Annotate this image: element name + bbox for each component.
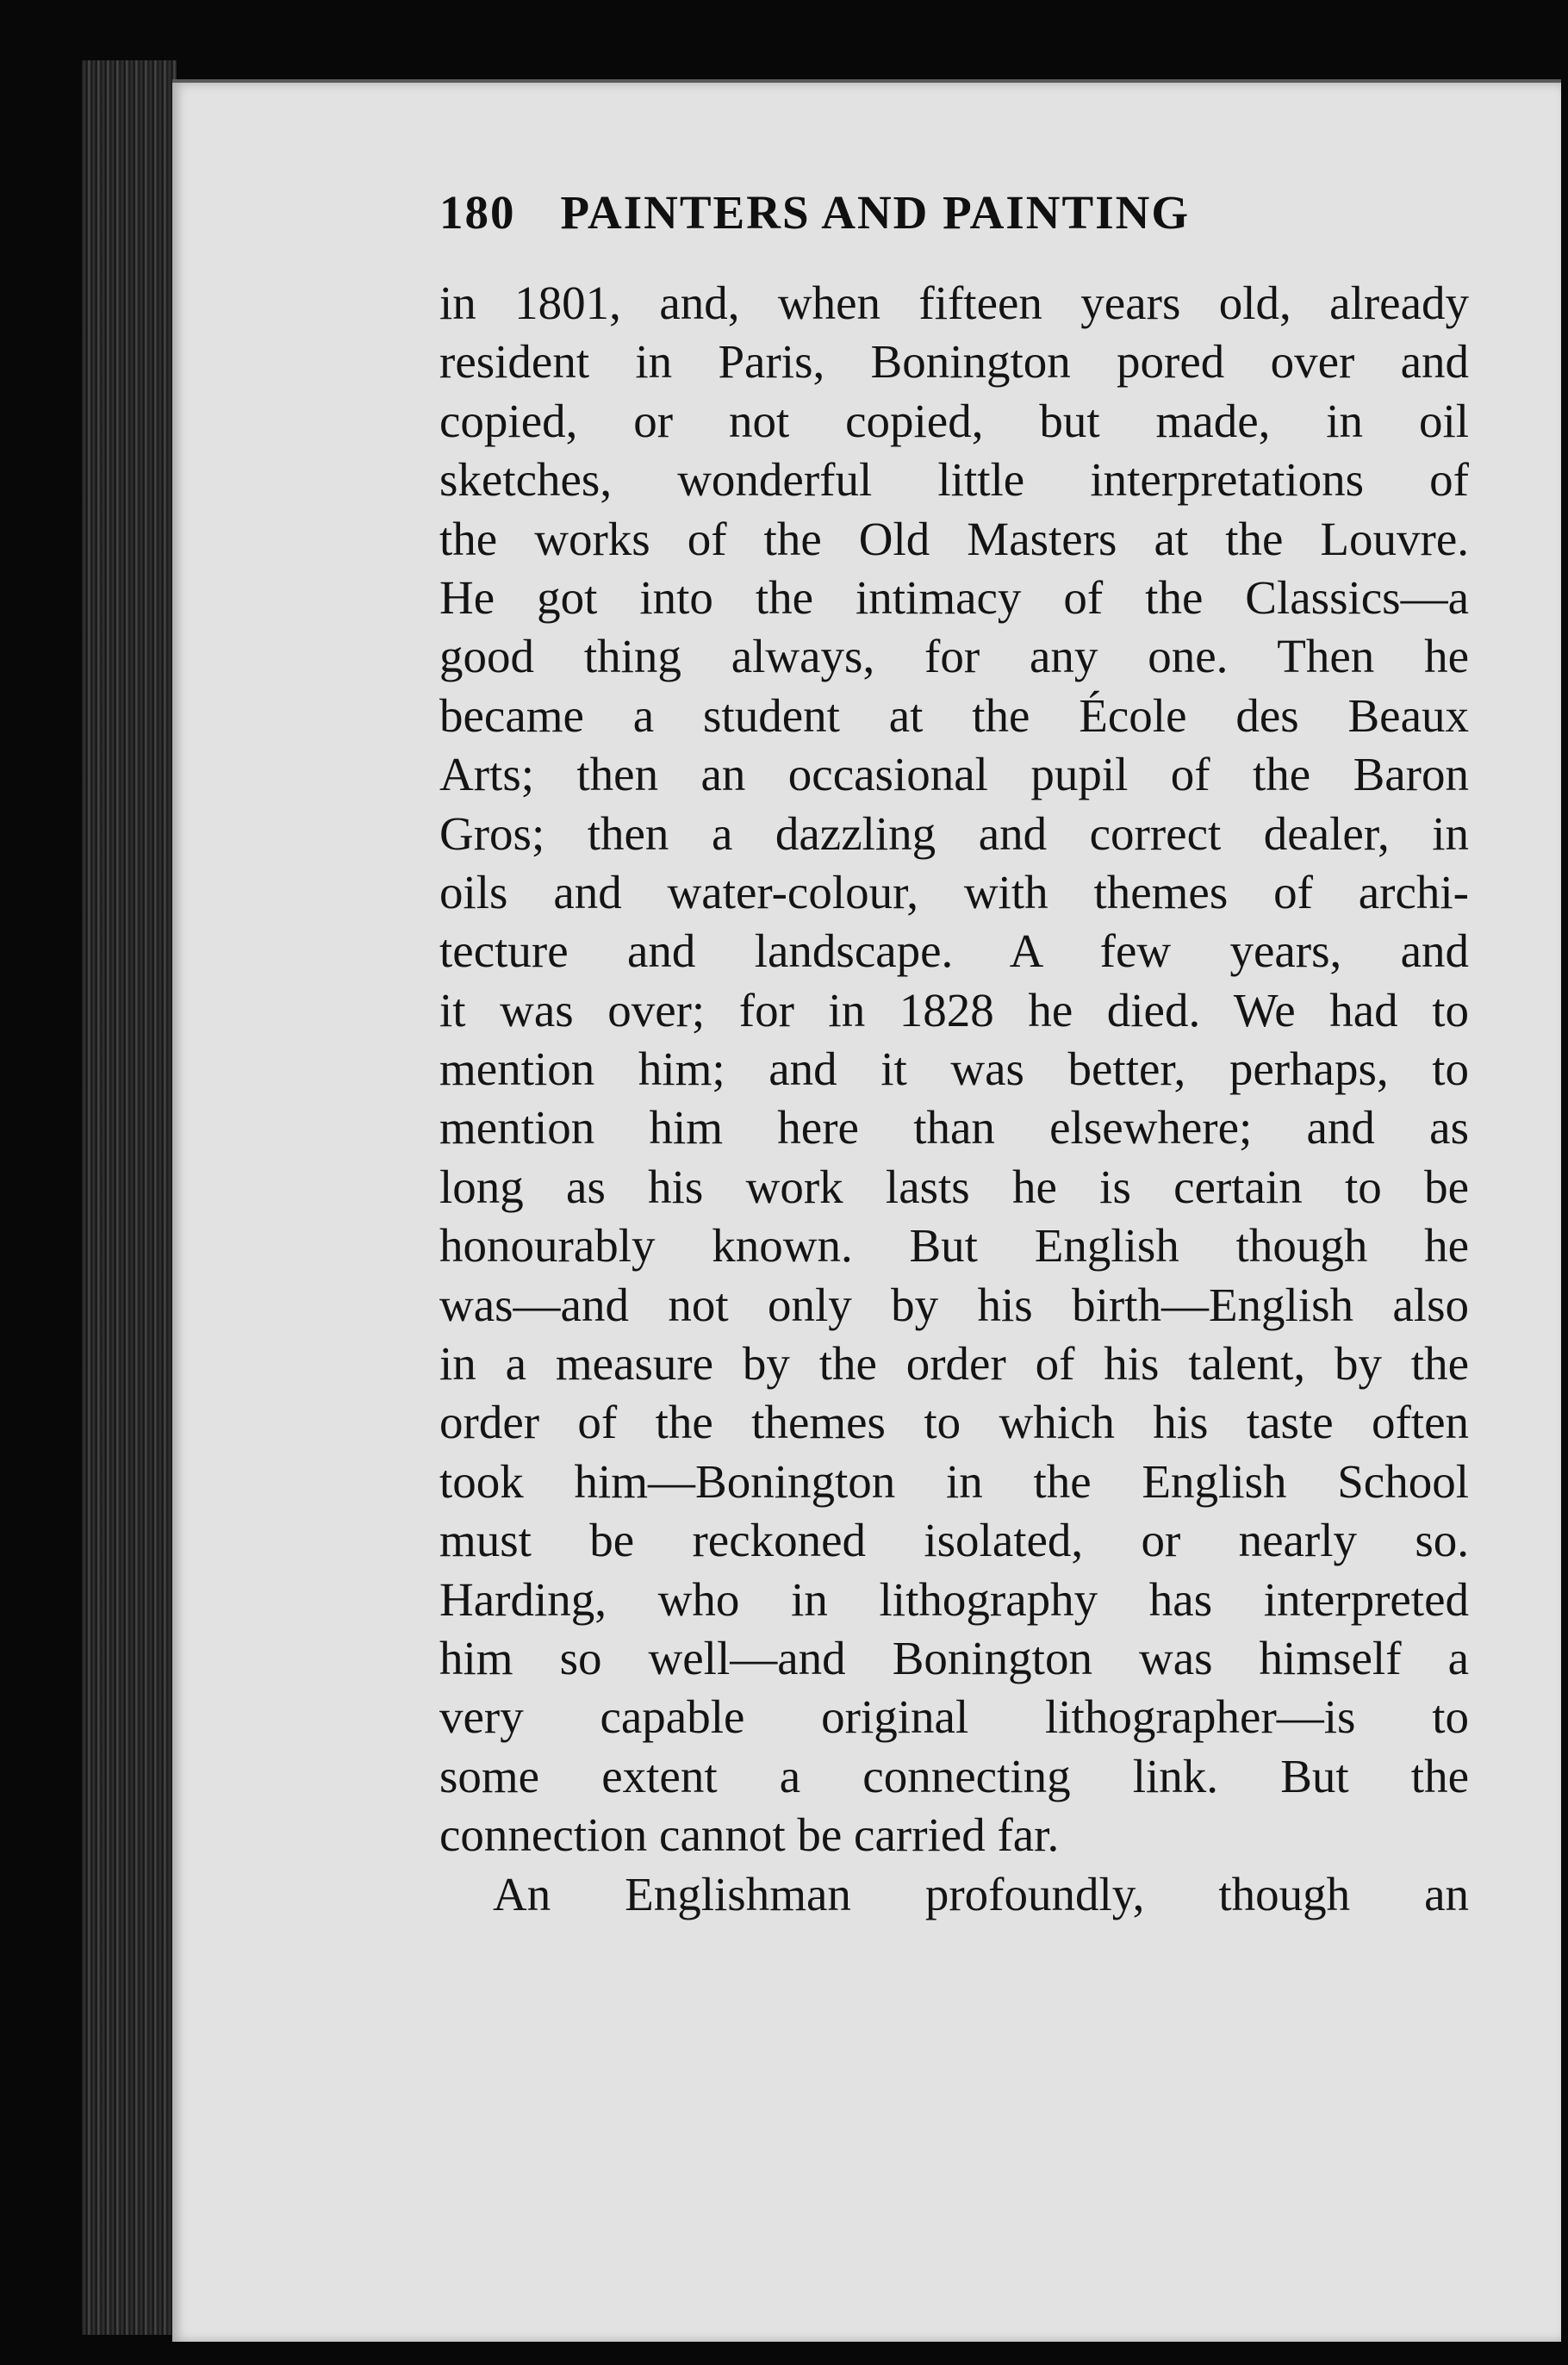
text-line: good thing always, for any one. Then he: [439, 630, 1469, 683]
book-binding-edge: [82, 60, 177, 2335]
running-header: [439, 185, 1473, 254]
text-line: He got into the intimacy of the Classics—a: [439, 570, 1469, 624]
text-line: An Englishman profoundly, though an: [493, 1867, 1469, 1920]
text-line: connection cannot be carried far.: [439, 1808, 1060, 1862]
text-line: sketches, wonderful little interpretations of: [439, 453, 1469, 507]
page-number: 180: [439, 186, 516, 239]
text-line: honourably known. But English though he: [439, 1219, 1469, 1273]
text-line: copied, or not copied, but made, in oil: [439, 394, 1469, 447]
text-line: the works of the Old Masters at the Louvre.: [439, 512, 1469, 565]
text-line: took him—Bonington in the English School: [439, 1454, 1469, 1508]
text-line: was—and not only by his birth—English also: [439, 1278, 1469, 1331]
text-line: very capable original lithographer—is to: [439, 1690, 1469, 1744]
text-line: mention him here than elsewhere; and as: [439, 1101, 1469, 1154]
text-line: must be reckoned isolated, or nearly so.: [439, 1514, 1469, 1567]
text-line: long as his work lasts he is certain to be: [439, 1160, 1469, 1213]
text-line: it was over; for in 1828 he died. We had to: [439, 983, 1469, 1036]
body-text: [439, 274, 1469, 1924]
text-line: Gros; then a dazzling and correct dealer, in: [439, 806, 1469, 860]
text-line: order of the themes to which his taste often: [439, 1396, 1469, 1449]
text-line: resident in Paris, Bonington pored over and: [439, 335, 1469, 389]
running-title: PAINTERS AND PAINTING: [560, 186, 1191, 239]
text-line: tecture and landscape. A few years, and: [439, 924, 1469, 978]
text-line: him so well—and Bonington was himself a: [439, 1631, 1469, 1684]
text-line: in a measure by the order of his talent, by the: [439, 1337, 1469, 1391]
text-line: became a student at the École des Beaux: [439, 688, 1469, 742]
text-line: oils and water-colour, with themes of archi-: [439, 865, 1469, 918]
text-line: Harding, who in lithography has interpreted: [439, 1572, 1469, 1626]
text-line: Arts; then an occasional pupil of the Baron: [439, 748, 1469, 801]
text-line: mention him; and it was better, perhaps, to: [439, 1042, 1469, 1096]
text-line: in 1801, and, when fifteen years old, already: [439, 277, 1469, 329]
text-line: some extent a connecting link. But the: [439, 1749, 1469, 1802]
